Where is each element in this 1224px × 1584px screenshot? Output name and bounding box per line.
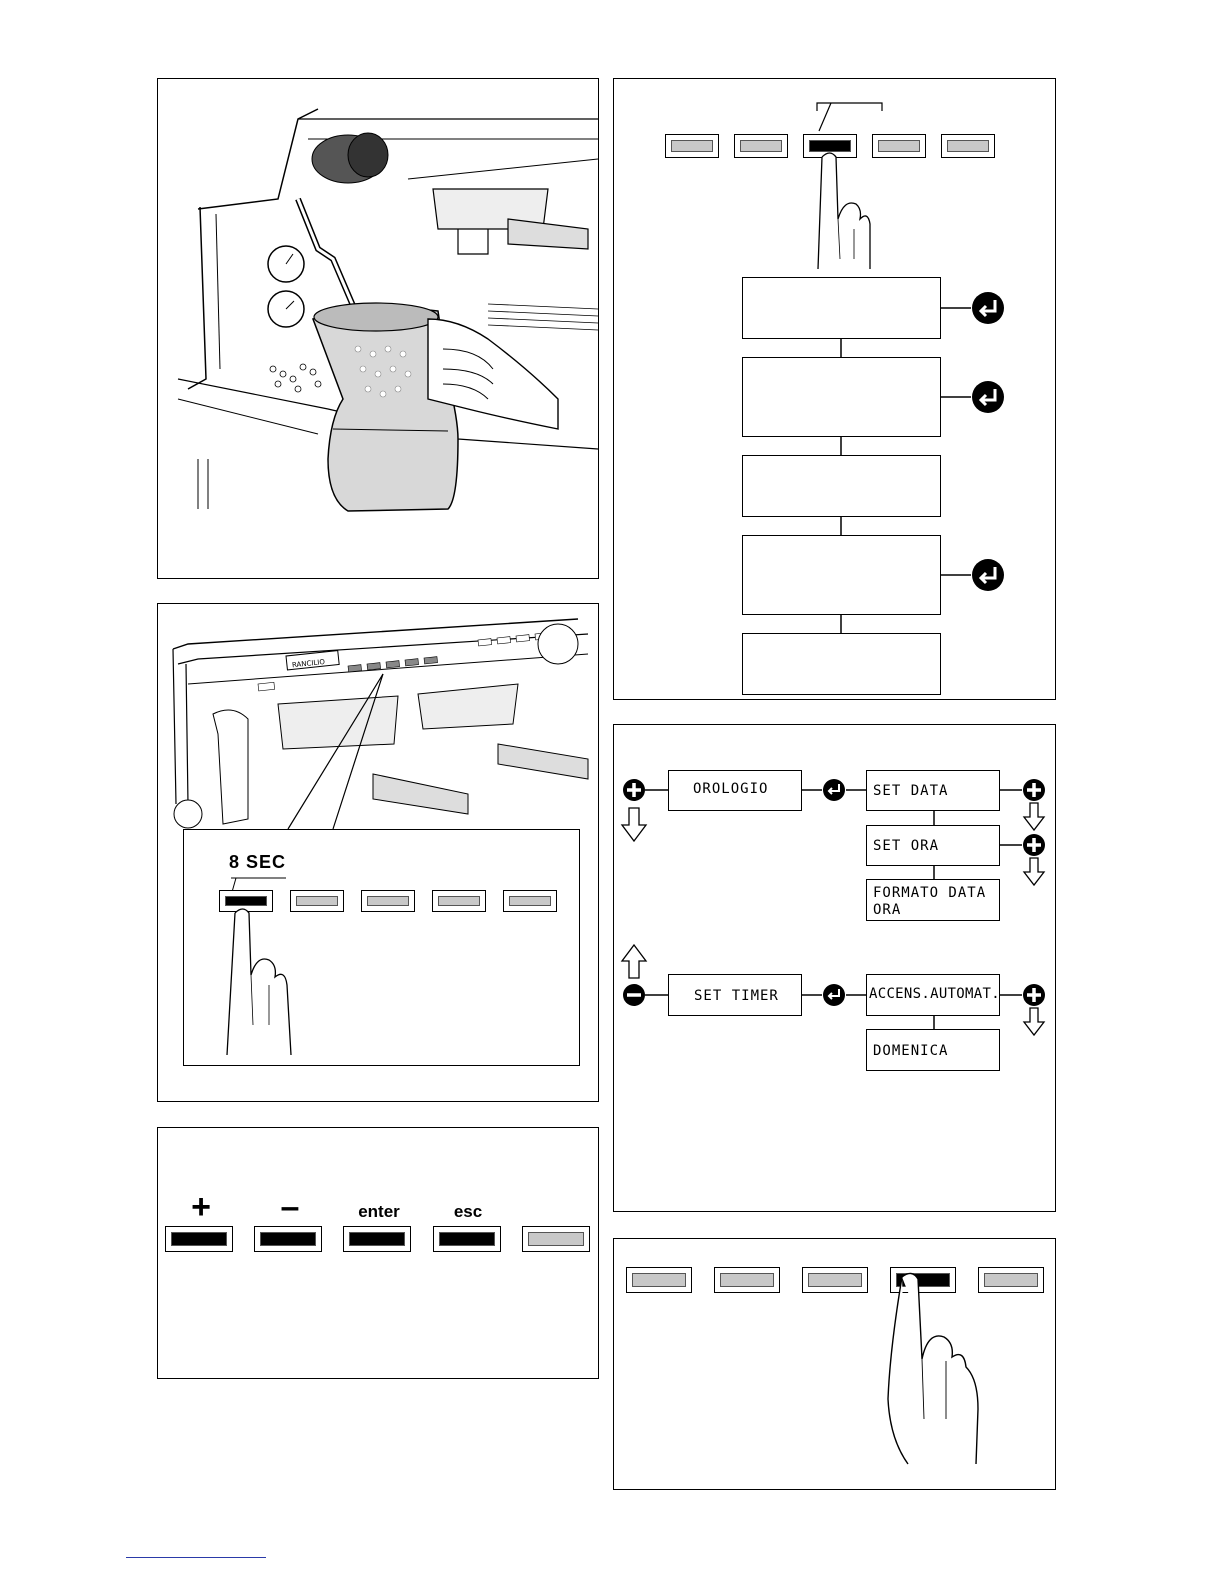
arrow-down-icon [1023, 1007, 1045, 1037]
menu-accens-automat-label: ACCENS.AUTOMAT. [869, 986, 1000, 1002]
inset-button-5[interactable] [503, 890, 557, 912]
enter-circle-icon [971, 291, 1005, 325]
minus-key[interactable] [254, 1226, 322, 1252]
button-sequence-panel [613, 78, 1056, 700]
menu-set-data[interactable] [866, 770, 1000, 811]
timer-label: 8 SEC [229, 852, 287, 872]
machine-front-panel [157, 603, 599, 1102]
plus-key[interactable] [165, 1226, 233, 1252]
unused-key[interactable] [522, 1226, 590, 1252]
illustration-steam-wand-panel [157, 78, 599, 579]
menu-set-timer-label: SET TIMER [694, 988, 779, 1004]
enter-key[interactable] [343, 1226, 411, 1252]
footer-rule [126, 1557, 266, 1558]
inset-button-3[interactable] [361, 890, 415, 912]
menu-formato-data-ora[interactable] [866, 879, 1000, 921]
plus-circle-icon [1022, 778, 1046, 802]
pointing-finger-icon [219, 905, 309, 1055]
plus-circle-icon [622, 778, 646, 802]
menu-domenica[interactable] [866, 1029, 1000, 1071]
control-button-3[interactable] [802, 1267, 868, 1293]
inset-button-4[interactable] [432, 890, 486, 912]
inset-button-row [183, 829, 580, 1066]
brand-logo: RANCILIO [291, 657, 326, 670]
menu-set-timer[interactable] [668, 974, 802, 1016]
menu-domenica-label: DOMENICA [873, 1043, 949, 1059]
plus-circle-icon [1022, 983, 1046, 1007]
keypad-legend-panel [157, 1127, 599, 1379]
arrow-up-icon [621, 943, 647, 979]
plus-key-label: + [191, 1188, 211, 1226]
menu-set-ora[interactable] [866, 825, 1000, 866]
esc-key[interactable] [433, 1226, 501, 1252]
menu-set-data-label: SET DATA [873, 783, 949, 799]
minus-circle-icon [622, 983, 646, 1007]
menu-orologio-label: OROLOGIO [693, 781, 769, 797]
button-press-panel [613, 1238, 1056, 1490]
menu-formato-data-ora-label: FORMATO DATA ORA [873, 885, 987, 918]
menu-orologio[interactable] [668, 770, 802, 811]
enter-circle-icon [822, 778, 846, 802]
menu-navigation-panel [613, 724, 1056, 1212]
esc-key-label: esc [453, 1202, 483, 1221]
arrow-down-icon [1023, 802, 1045, 832]
control-button-1[interactable] [626, 1267, 692, 1293]
pointing-finger-icon [882, 1269, 992, 1469]
enter-circle-icon [822, 983, 846, 1007]
minus-key-label: – [280, 1188, 300, 1226]
control-button-2[interactable] [714, 1267, 780, 1293]
enter-circle-icon [971, 558, 1005, 592]
plus-circle-icon [1022, 833, 1046, 857]
enter-circle-icon [971, 380, 1005, 414]
arrow-down-icon [1023, 857, 1045, 887]
arrow-down-icon [621, 807, 647, 843]
steam-wand-milk-jug-illustration [158, 79, 599, 579]
menu-accens-automat[interactable] [866, 974, 1000, 1016]
enter-key-label: enter [358, 1202, 400, 1221]
menu-set-ora-label: SET ORA [873, 838, 940, 854]
